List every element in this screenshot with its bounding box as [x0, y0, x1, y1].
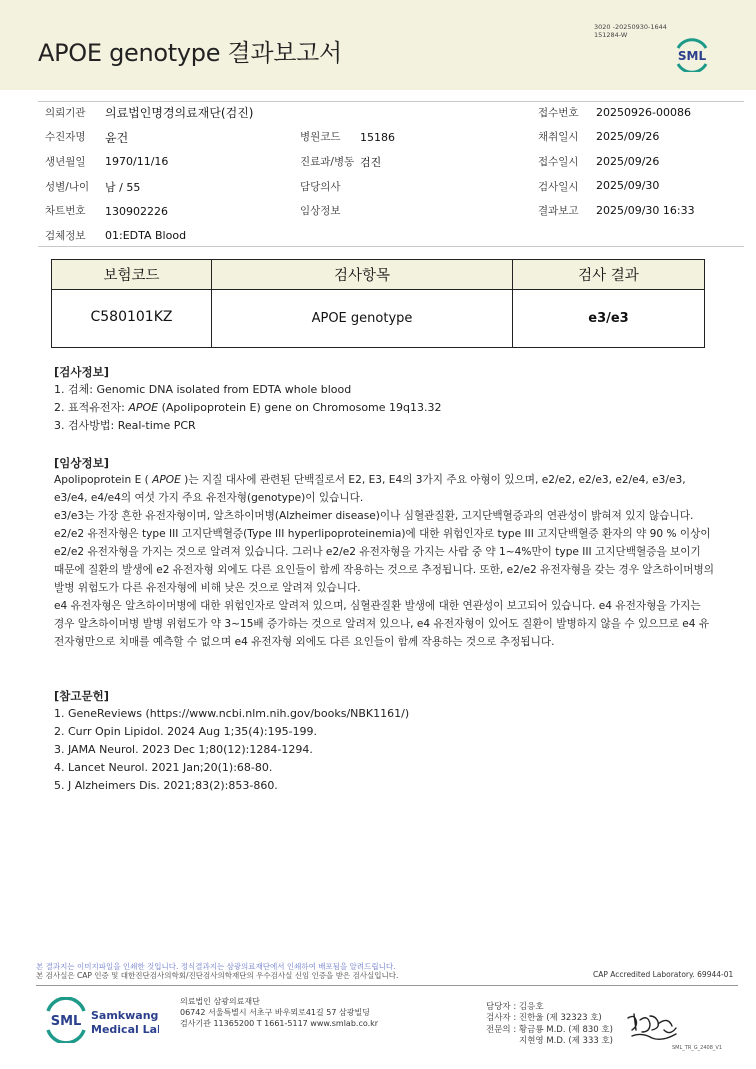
logo-text: SML	[677, 49, 707, 63]
signer-1: 담당자 : 김응호	[486, 1002, 544, 1012]
examinee-label: 수진자명	[45, 131, 86, 143]
department-value: 검진	[360, 156, 382, 169]
hospital-code-value: 15186	[360, 131, 395, 144]
dob-value: 1970/11/16	[105, 155, 169, 168]
cap-accreditation: CAP Accredited Laboratory. 69944-01	[593, 970, 734, 979]
certification-notice: 본 검사실은 CAP 인증 및 대한진단검사의학회/진단검사의학재단의 우수검사실 신임 인증을 받은 검사실입니다.	[36, 971, 399, 980]
collect-date-value: 2025/09/26	[596, 130, 660, 143]
institution-value: 의료법인명경의료재단(검진)	[105, 106, 254, 120]
test-result-cell: e3/e3	[513, 290, 705, 348]
clinical-paragraph-3: e2/e2 유전자형은 type III 고지단백혈증(Type III hyperlipoproteinemia)에 대한 위험인자로 type III 고지단백혈증 환자의 약 90 % 이상이 e2/e2 유전자형을 가지는 것으로 알려져 있습니다. 그러나 e2/e2 유전자형을 가지는 사람 중 약 1~4%만이 type III 고지단백혈증을 보이기 때문에 질환의 발생에 e2 유전자형 외에도 다른 요인들이 함께 작용하는 것으로 추정됩니다. 또한, e2/e2 유전자형을 갖는 경우 알츠하이머병의 발병 위험도가 다른 유전자형에 비해 낮은 것으로 알려져 있습니다.	[54, 528, 714, 594]
divider	[38, 101, 744, 102]
logo-arc-top-icon	[678, 40, 706, 48]
org-line1: 의료법인 삼광의료재단	[180, 997, 260, 1006]
signature-icon	[624, 1010, 684, 1044]
footer-logo-name1: Samkwang	[91, 1009, 159, 1022]
test-info-gene: APOE	[128, 401, 159, 414]
clinical-title: [임상정보]	[54, 456, 109, 470]
signer-2: 검사자 : 진한울 (제 32323 호)	[486, 1013, 602, 1024]
institution-label: 의뢰기관	[45, 107, 86, 119]
test-date-value: 2025/09/30	[596, 179, 660, 192]
form-code: SML_TR_G_2408_V1	[672, 1045, 723, 1051]
reference-item: 4. Lancet Neurol. 2021 Jan;20(1):68-80.	[54, 761, 273, 774]
sex-age-label: 성별/나이	[45, 181, 90, 193]
org-line3: 검사기관 11365200 T 1661-5117 www.smlab.co.kr	[180, 1019, 379, 1028]
receipt-no-value: 20250926-00086	[596, 106, 691, 119]
receipt-date-label: 접수일시	[538, 156, 579, 168]
divider	[36, 985, 738, 986]
document-id-line2: 151284-W	[594, 31, 628, 39]
doctor-label: 담당의사	[300, 181, 341, 193]
test-date-label: 검사일시	[538, 181, 579, 193]
page-title: APOE genotype 결과보고서	[38, 39, 342, 67]
receipt-no-label: 접수번호	[538, 107, 579, 119]
specimen-label: 검체정보	[45, 230, 86, 242]
report-date-label: 결과보고	[538, 205, 579, 217]
clinical-info-label: 임상정보	[300, 205, 341, 217]
org-line2: 06742 서울특별시 서초구 바우뫼로41길 57 삼광빌딩	[180, 1008, 370, 1017]
sml-footer-logo	[44, 997, 159, 1043]
table-row	[52, 290, 705, 348]
hospital-code-label: 병원코드	[300, 131, 341, 143]
reference-item: 5. J Alzheimers Dis. 2021;83(2):853-860.	[54, 779, 278, 792]
result-table	[51, 259, 705, 348]
print-notice: 본 결과지는 이미지파일을 인쇄한 것입니다. 정식결과지는 삼광의료재단에서 인쇄하여 배포됨을 알려드립니다.	[36, 962, 396, 971]
insurance-code-cell: C580101KZ	[52, 290, 212, 348]
clinical-p1-b: )는 지질 대사에 관련된 단백질로서 E2, E3, E4의 3가지 주요 아형이 있으며, e2/e2, e2/e3, e2/e4, e3/e3, e3/e4, e4/e4의 여섯 가지 주요 유전자형(genotype)이 있습니다.	[54, 474, 686, 504]
test-info-section	[54, 363, 734, 435]
signer-3: 전문의 : 황금룡 M.D. (제 830 호)	[486, 1024, 613, 1035]
sml-header-logo	[672, 36, 712, 72]
document-id-line1: 3020 -20250930-1644	[594, 23, 667, 31]
clinical-p1-a: Apolipoprotein E (	[54, 474, 153, 486]
organization-info	[180, 996, 378, 1029]
clinical-gene: APOE	[152, 474, 181, 486]
test-info-line3: 3. 검사방법: Real-time PCR	[54, 419, 196, 432]
collect-date-label: 채취일시	[538, 131, 579, 143]
signer-4: 지현영 M.D. (제 333 호)	[519, 1035, 614, 1046]
header-test-result: 검사 결과	[513, 260, 705, 290]
references-title: [참고문헌]	[54, 689, 109, 703]
divider	[38, 246, 744, 247]
footer-logo-text: SML	[50, 1014, 82, 1029]
header-test-item: 검사항목	[212, 260, 513, 290]
clinical-paragraph-4: e4 유전자형은 알츠하이머병에 대한 위험인자로 알려져 있으며, 심혈관질환 발생에 대한 연관성이 보고되어 있습니다. e4 유전자형을 가지는 경우 알츠하이머병 발병 위험도가 약 3~15배 증가하는 것으로 알려져 있으나, e4 유전자형이 있어도 질환이 발병하지 않을 수 있으므로 e4 유전자형만으로 치매를 예측할 수 없으며 e4 유전자형 외에도 다른 요인들이 함께 작용하는 것으로 추정됩니다.	[54, 600, 710, 648]
references-section	[54, 687, 734, 795]
dob-label: 생년월일	[45, 156, 86, 168]
chart-no-label: 차트번호	[45, 205, 86, 217]
test-info-title: [검사정보]	[54, 365, 109, 379]
header-insurance-code: 보험코드	[52, 260, 212, 290]
reference-item: 3. JAMA Neurol. 2023 Dec 1;80(12):1284-1294.	[54, 743, 313, 756]
test-info-line2	[54, 399, 734, 417]
clinical-title-wrap	[54, 454, 734, 472]
receipt-date-value: 2025/09/26	[596, 155, 660, 168]
test-info-line2-prefix: 2. 표적유전자:	[54, 401, 129, 414]
footer-logo-arc-bottom-icon	[48, 1030, 84, 1043]
table-header-row	[52, 260, 705, 290]
report-date-value: 2025/09/30 16:33	[596, 204, 695, 217]
signers-block	[486, 1002, 613, 1047]
test-info-line2-suffix: (Apolipoprotein E) gene on Chromosome 19q13.32	[158, 401, 442, 414]
footer-logo-name2: Medical Lab	[91, 1023, 159, 1036]
patient-info	[38, 101, 744, 247]
clinical-section	[54, 471, 714, 651]
specimen-value: 01:EDTA Blood	[105, 229, 187, 242]
reference-item: 2. Curr Opin Lipidol. 2024 Aug 1;35(4):195-199.	[54, 725, 318, 738]
footer-logo-arc-top-icon	[48, 998, 84, 1011]
test-info-line1: 1. 검체: Genomic DNA isolated from EDTA whole blood	[54, 383, 352, 396]
department-label: 진료과/병동	[300, 156, 355, 168]
sex-age-value: 남 / 55	[105, 181, 141, 194]
reference-item: 1. GeneReviews (https://www.ncbi.nlm.nih.gov/books/NBK1161/)	[54, 707, 410, 720]
logo-arc-bottom-icon	[678, 64, 706, 72]
test-item-cell: APOE genotype	[212, 290, 513, 348]
document-id	[594, 23, 667, 39]
examinee-value: 윤건	[105, 131, 129, 145]
chart-no-value: 130902226	[105, 205, 168, 218]
clinical-paragraph-2: e3/e3는 가장 흔한 유전자형이며, 알츠하이머병(Alzheimer disease)이나 심혈관질환, 고지단백혈증과의 연관성이 밝혀져 있지 않습니다.	[54, 510, 694, 522]
clinical-paragraph-1	[54, 471, 714, 507]
